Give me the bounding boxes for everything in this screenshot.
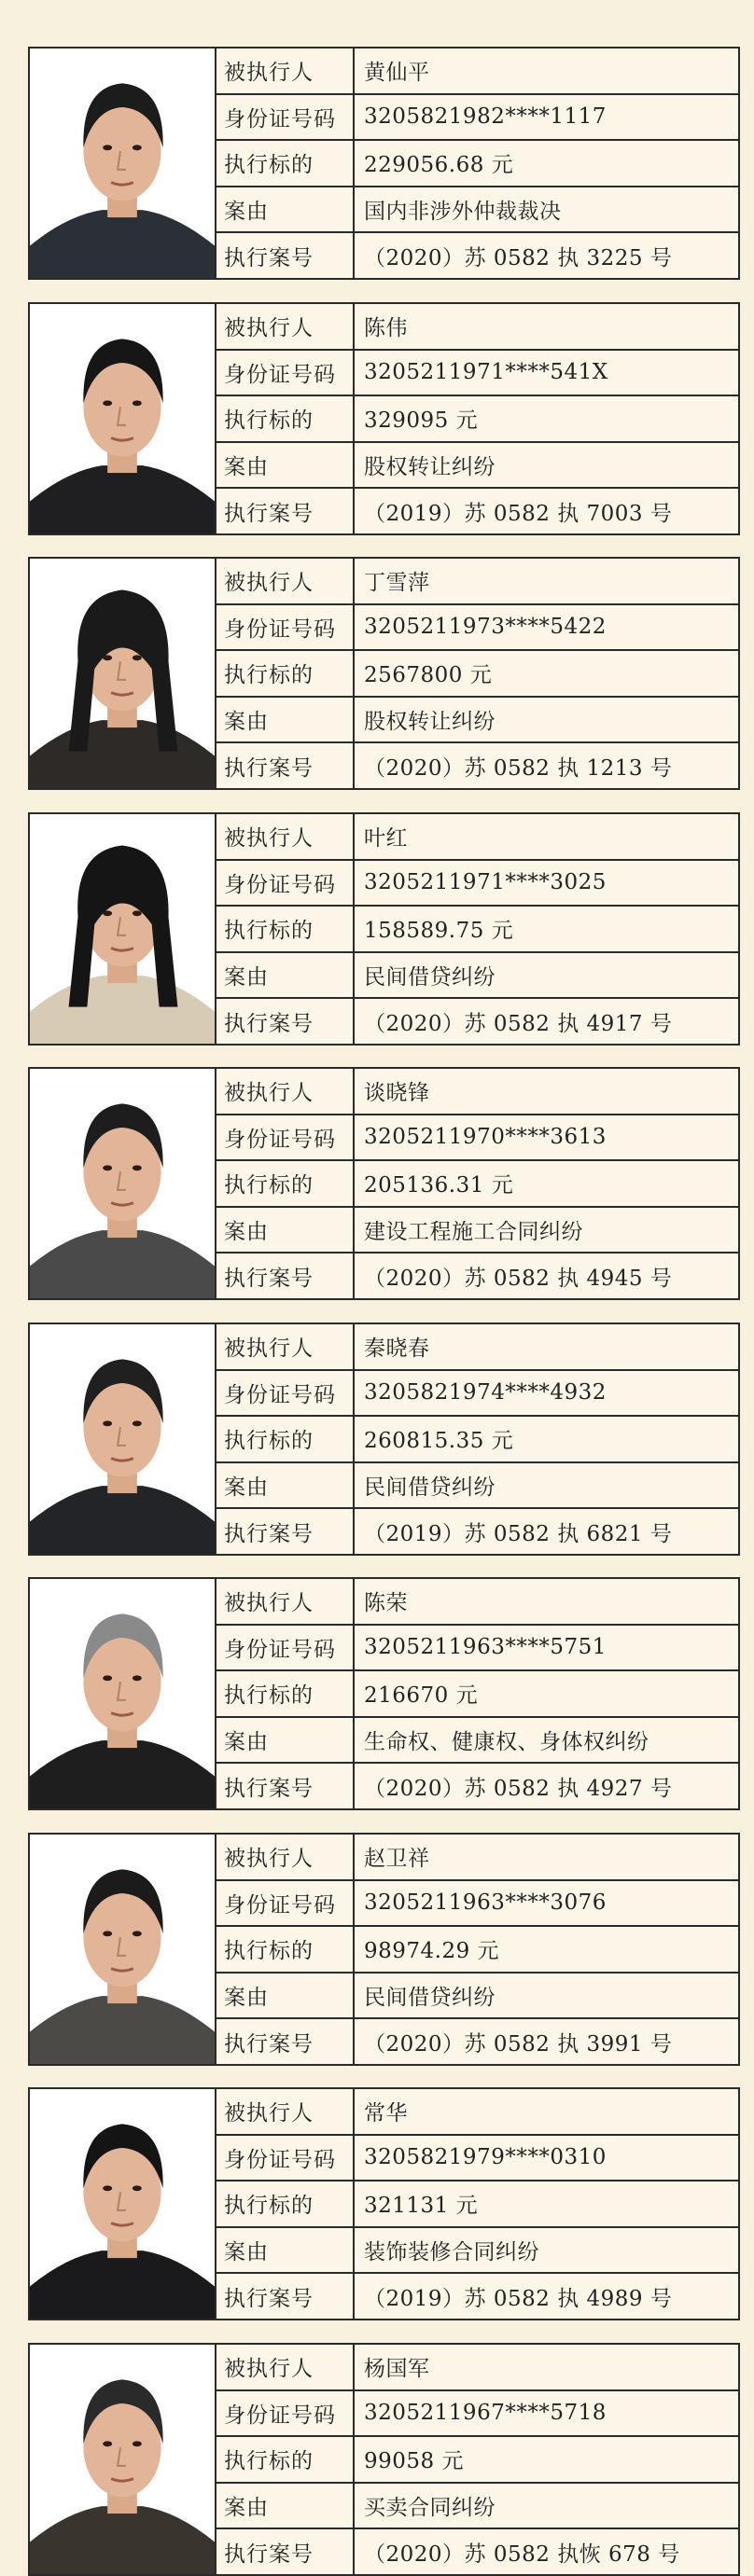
case-number-row <box>216 1764 738 1808</box>
field-label: 执行案号 <box>216 743 355 788</box>
portrait-photo <box>30 559 216 788</box>
field-label: 案由 <box>216 443 355 488</box>
field-value: 建设工程施工合同纠纷 <box>364 1220 583 1245</box>
field-label: 身份证号码 <box>216 1626 355 1670</box>
info-table <box>216 2345 738 2574</box>
field-value: （2019）苏 0582 执 6821 号 <box>364 1521 673 1546</box>
debtor-name-row <box>216 2345 738 2391</box>
field-value: 国内非涉外仲裁裁决 <box>364 200 562 225</box>
portrait-photo <box>30 1324 216 1554</box>
field-value: 2567800 元 <box>364 663 493 688</box>
field-label: 案由 <box>216 2228 355 2273</box>
amount-row <box>216 1671 738 1718</box>
field-value: 常华 <box>364 2101 408 2126</box>
field-value: 陈伟 <box>364 316 408 341</box>
portrait-photo <box>30 304 216 533</box>
field-label: 身份证号码 <box>216 1881 355 1926</box>
cause-row <box>216 2228 738 2275</box>
debtor-card <box>28 1833 740 2066</box>
field-value: 158589.75 元 <box>364 919 514 944</box>
debtor-name-row <box>216 814 738 861</box>
portrait-photo <box>30 1835 216 2064</box>
case-number-row <box>216 999 738 1044</box>
field-label: 执行标的 <box>216 1927 355 1972</box>
field-label: 身份证号码 <box>216 605 355 650</box>
amount-row <box>216 2437 738 2484</box>
field-value: 3205211963****3076 <box>364 1890 607 1916</box>
field-label: 案由 <box>216 2484 355 2528</box>
field-value: 杨国军 <box>364 2357 430 2382</box>
id-number-row <box>216 1371 738 1418</box>
field-value: 叶红 <box>364 826 408 852</box>
debtor-name-row <box>216 304 738 351</box>
field-label: 被执行人 <box>216 814 355 859</box>
field-label: 执行案号 <box>216 1764 355 1808</box>
field-value: 3205211971****541X <box>364 360 608 385</box>
field-value: 谈晓锋 <box>364 1081 430 1106</box>
field-value: （2019）苏 0582 执 7003 号 <box>364 501 673 526</box>
info-table <box>216 48 738 278</box>
field-label: 案由 <box>216 1208 355 1253</box>
field-label: 身份证号码 <box>216 2391 355 2436</box>
amount-row <box>216 2181 738 2228</box>
cause-row <box>216 1974 738 2020</box>
field-value: （2020）苏 0582 执 3991 号 <box>364 2031 673 2057</box>
info-table <box>216 1069 738 1298</box>
field-value: 3205821979****0310 <box>364 2145 607 2170</box>
cause-row <box>216 1463 738 1510</box>
cause-row <box>216 698 738 744</box>
id-number-row <box>216 351 738 397</box>
id-number-row <box>216 1115 738 1162</box>
case-number-row <box>216 2274 738 2319</box>
info-table <box>216 814 738 1044</box>
field-value: 329095 元 <box>364 409 479 434</box>
field-value: 3205821974****4932 <box>364 1380 607 1406</box>
field-label: 案由 <box>216 187 355 232</box>
field-value: 陈荣 <box>364 1591 408 1616</box>
debtor-card <box>28 1067 740 1300</box>
field-label: 执行标的 <box>216 651 355 696</box>
amount-row <box>216 1161 738 1208</box>
field-label: 执行标的 <box>216 2181 355 2226</box>
field-label: 被执行人 <box>216 2345 355 2389</box>
debtor-card <box>28 1323 740 1556</box>
field-label: 执行案号 <box>216 489 355 533</box>
case-number-row <box>216 1253 738 1298</box>
amount-row <box>216 651 738 698</box>
field-value: 股权转让纠纷 <box>364 455 496 480</box>
id-number-row <box>216 95 738 142</box>
field-value: （2020）苏 0582 执 4927 号 <box>364 1776 673 1801</box>
field-value: （2019）苏 0582 执 4989 号 <box>364 2286 673 2311</box>
field-label: 执行案号 <box>216 1509 355 1554</box>
field-value: 丁雪萍 <box>364 571 430 596</box>
info-table <box>216 2089 738 2319</box>
debtor-name-row <box>216 1835 738 1881</box>
field-value: 股权转让纠纷 <box>364 710 496 735</box>
field-value: 秦晓春 <box>364 1336 430 1362</box>
id-number-row <box>216 861 738 907</box>
field-value: （2020）苏 0582 执 1213 号 <box>364 755 673 781</box>
id-number-row <box>216 2136 738 2182</box>
id-number-row <box>216 2391 738 2438</box>
field-value: 98974.29 元 <box>364 1939 500 1964</box>
debtor-name-row <box>216 2089 738 2136</box>
field-label: 执行案号 <box>216 2019 355 2064</box>
field-label: 执行案号 <box>216 2274 355 2319</box>
cause-row <box>216 443 738 490</box>
portrait-icon <box>30 1324 215 1554</box>
field-value: 216670 元 <box>364 1683 479 1709</box>
field-label: 身份证号码 <box>216 861 355 906</box>
field-label: 执行案号 <box>216 2529 355 2574</box>
amount-row <box>216 1927 738 1974</box>
field-label: 被执行人 <box>216 1069 355 1114</box>
field-value: 99058 元 <box>364 2449 464 2474</box>
debtor-name-row <box>216 559 738 605</box>
field-value: （2020）苏 0582 执恢 678 号 <box>364 2541 680 2567</box>
field-label: 执行标的 <box>216 141 355 186</box>
debtor-card <box>28 2087 740 2320</box>
portrait-icon <box>30 1069 215 1298</box>
field-label: 案由 <box>216 953 355 998</box>
portrait-icon <box>30 304 215 533</box>
portrait-photo <box>30 1579 216 1808</box>
portrait-icon <box>30 48 215 278</box>
case-number-row <box>216 743 738 788</box>
field-label: 执行标的 <box>216 1161 355 1206</box>
debtor-name-row <box>216 1069 738 1115</box>
field-label: 被执行人 <box>216 2089 355 2134</box>
field-value: 民间借贷纠纷 <box>364 965 496 990</box>
field-value: 生命权、健康权、身体权纠纷 <box>364 1730 649 1755</box>
case-number-row <box>216 2019 738 2064</box>
portrait-icon <box>30 1579 215 1808</box>
debtor-card <box>28 2343 740 2576</box>
amount-row <box>216 907 738 953</box>
field-value: （2020）苏 0582 执 4917 号 <box>364 1011 673 1036</box>
portrait-photo <box>30 2089 216 2319</box>
field-value: 赵卫祥 <box>364 1847 430 1872</box>
field-value: 3205211963****5751 <box>364 1635 607 1660</box>
field-value: （2020）苏 0582 执 4945 号 <box>364 1266 673 1291</box>
case-number-row <box>216 2529 738 2574</box>
portrait-icon <box>30 559 215 788</box>
field-label: 执行案号 <box>216 999 355 1044</box>
info-table <box>216 304 738 533</box>
portrait-photo <box>30 2345 216 2574</box>
field-value: 民间借贷纠纷 <box>364 1986 496 2011</box>
field-value: 229056.68 元 <box>364 153 514 178</box>
field-label: 身份证号码 <box>216 1371 355 1416</box>
info-table <box>216 1579 738 1808</box>
field-label: 执行案号 <box>216 233 355 278</box>
field-value: 3205211973****5422 <box>364 615 607 640</box>
field-label: 执行案号 <box>216 1253 355 1298</box>
field-label: 被执行人 <box>216 304 355 349</box>
field-value: 买卖合同纠纷 <box>364 2496 496 2521</box>
debtor-name-row <box>216 1579 738 1626</box>
field-label: 被执行人 <box>216 1835 355 1879</box>
field-label: 案由 <box>216 698 355 742</box>
id-number-row <box>216 605 738 652</box>
debtor-card <box>28 1577 740 1810</box>
field-value: 3205211970****3613 <box>364 1125 607 1150</box>
field-label: 身份证号码 <box>216 2136 355 2181</box>
amount-row <box>216 396 738 443</box>
debtor-card <box>28 302 740 535</box>
portrait-icon <box>30 814 215 1044</box>
debtor-card <box>28 47 740 280</box>
id-number-row <box>216 1881 738 1928</box>
field-label: 执行标的 <box>216 2437 355 2482</box>
portrait-photo <box>30 48 216 278</box>
cause-row <box>216 187 738 234</box>
field-value: 321131 元 <box>364 2194 479 2219</box>
field-value: （2020）苏 0582 执 3225 号 <box>364 245 673 270</box>
case-number-row <box>216 233 738 278</box>
field-label: 身份证号码 <box>216 1115 355 1160</box>
amount-row <box>216 1417 738 1463</box>
field-label: 身份证号码 <box>216 95 355 140</box>
portrait-photo <box>30 814 216 1044</box>
info-table <box>216 1324 738 1554</box>
portrait-photo <box>30 1069 216 1298</box>
cause-row <box>216 953 738 1000</box>
field-label: 被执行人 <box>216 48 355 93</box>
field-value: 黄仙平 <box>364 61 430 86</box>
debtor-card <box>28 812 740 1046</box>
debtor-name-row <box>216 48 738 95</box>
id-number-row <box>216 1626 738 1672</box>
field-value: 3205211967****5718 <box>364 2401 607 2426</box>
debtor-card <box>28 557 740 790</box>
cause-row <box>216 2484 738 2530</box>
field-value: 民间借贷纠纷 <box>364 1475 496 1501</box>
field-label: 被执行人 <box>216 559 355 603</box>
portrait-icon <box>30 1835 215 2064</box>
field-value: 260815.35 元 <box>364 1429 514 1454</box>
field-label: 执行标的 <box>216 396 355 441</box>
field-value: 3205821982****1117 <box>364 104 607 130</box>
field-label: 案由 <box>216 1463 355 1508</box>
portrait-icon <box>30 2089 215 2319</box>
field-label: 身份证号码 <box>216 351 355 395</box>
field-label: 案由 <box>216 1718 355 1763</box>
field-label: 执行标的 <box>216 907 355 951</box>
field-value: 装饰装修合同纠纷 <box>364 2240 539 2265</box>
cause-row <box>216 1718 738 1765</box>
debtor-name-row <box>216 1324 738 1371</box>
field-label: 执行标的 <box>216 1671 355 1716</box>
portrait-icon <box>30 2345 215 2574</box>
case-number-row <box>216 489 738 533</box>
field-value: 205136.31 元 <box>364 1173 514 1198</box>
info-table <box>216 1835 738 2064</box>
field-label: 案由 <box>216 1974 355 2018</box>
info-table <box>216 559 738 788</box>
field-label: 执行标的 <box>216 1417 355 1461</box>
field-label: 被执行人 <box>216 1579 355 1624</box>
amount-row <box>216 141 738 187</box>
field-label: 被执行人 <box>216 1324 355 1369</box>
cause-row <box>216 1208 738 1254</box>
field-value: 3205211971****3025 <box>364 870 607 895</box>
case-number-row <box>216 1509 738 1554</box>
